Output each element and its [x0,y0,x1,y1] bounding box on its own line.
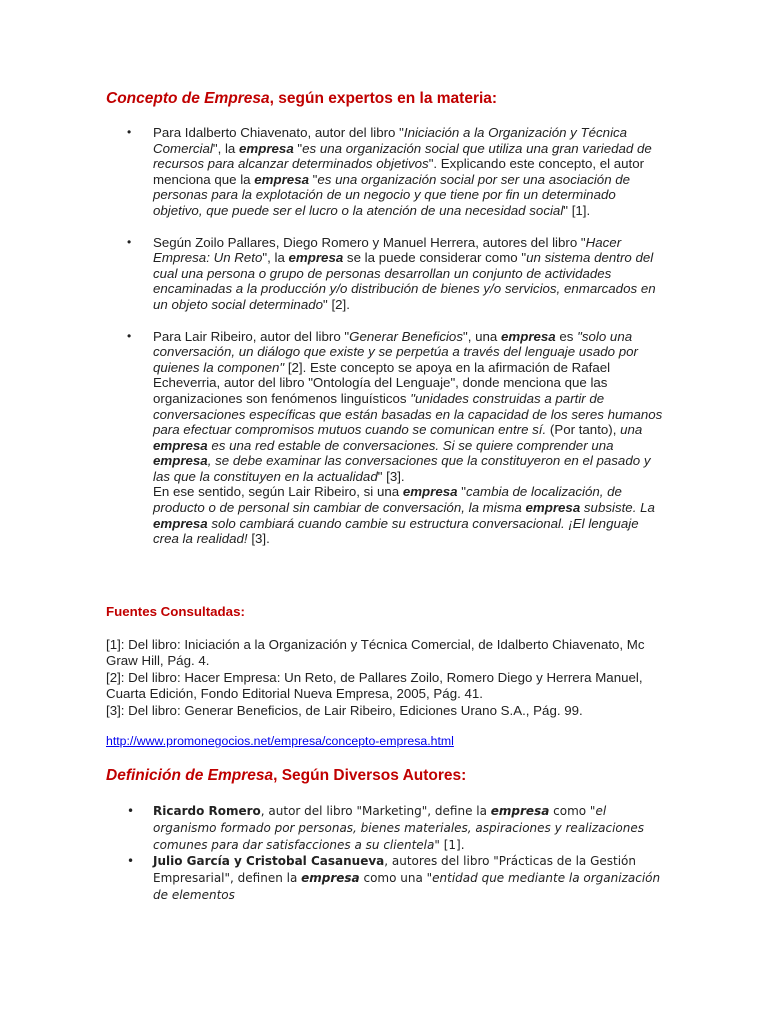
paragraph [153,853,663,903]
text-run: ", la [212,140,240,156]
italic-text: un sistema dentro del cual una persona o grupo de personas desarrollan un conjunto de actividades encaminadas a la producción y/o distribución de bienes y/o servicios, enmarcados en un objeto social determinado [153,250,656,312]
text-run: [3]. [247,531,270,547]
section-title-definicion [106,767,466,785]
text-run: " [293,140,303,156]
text-run: como " [549,804,596,818]
definicion-list [0,803,663,904]
italic-text: entidad que mediante la organización de elementos [153,871,661,902]
source-link[interactable]: http://www.promonegocios.net/empresa/concepto-empresa.html [106,734,454,748]
emphasis-term: empresa [301,871,360,886]
emphasis-term: empresa [525,500,581,516]
emphasis-term: empresa [500,328,556,344]
text-run: ". Explicando este concepto, el autor menciona que la [153,156,645,187]
text-run: " [2]. [323,296,350,312]
italic-text: Hacer Empresa: Un Reto [153,234,622,266]
italic-text: , se debe examinar las conversaciones que la constituyeron en el pasado y las que la constituyen en la actualidad [153,453,651,484]
italic-text: el organismo formado por personas, bienes materiales, aspiraciones y realizaciones comunes para dar satisfacciones a su clientela" [153,804,645,852]
paragraph [153,329,663,485]
emphasis-term: empresa [254,171,309,187]
text-run: , autor del libro "Marketing", define la [260,804,491,818]
text-run: (Por tanto), [546,422,621,438]
list-item [0,853,663,903]
concepto-list [0,125,663,547]
bold-text: Ricardo Romero [153,804,261,818]
text-run: Según Zoilo Pallares, Diego Romero y Manuel Herrera, autores del libro " [153,234,586,250]
list-item [0,125,663,219]
emphasis-term: empresa [288,250,344,266]
section-title-italic: Definición de Empresa [106,767,274,784]
fuente-line: [1]: Del libro: Iniciación a la Organización y Técnica Comercial, de Idalberto Chiavenato, Mc Graw Hill, Pág. 4. [106,637,645,669]
text-run: [2]. Este concepto se apoya en la afirmación de Rafael Echeverria, autor del libro "Ontología del Lenguaje", donde menciona que las organizaciones son fenómenos linguísticos [153,359,611,406]
bold-text: Julio García y Cristobal Casanueva [153,854,385,869]
fuentes-list [106,637,666,719]
italic-text: "solo una conversación, un diálogo que existe y se perpetúa a través del lenguaje usado por quienes la componen" [153,328,638,375]
paragraph [153,484,663,546]
emphasis-term: empresa [153,515,208,531]
list-item [0,329,663,547]
text-run: es [555,328,578,344]
text-run: " [457,484,466,500]
text-run: " [1]. [563,202,591,218]
text-run: " [3]. [377,468,405,484]
emphasis-term: empresa [153,453,208,469]
text-run: se la puede considerar como " [343,250,527,266]
italic-text: es una organización social por ser una asociación de personas para la explotación de un negocio y que tiene por fin un determinado objetivo, que puede ser el lucro o la atención de una necesidad social [153,171,631,218]
section-title-rest: , según expertos en la materia: [269,90,498,107]
paragraph [153,803,663,853]
emphasis-term: empresa [239,140,294,156]
emphasis-term: empresa [402,484,458,500]
italic-text: subsiste. La [580,500,655,516]
text-run: ", la [262,250,289,266]
text-run: como una " [359,871,433,886]
italic-text: es una organización social que utiliza una gran variedad de recursos para alcanzar determinados objetivos [153,140,652,172]
italic-text: Iniciación a la Organización y Técnica Comercial [153,125,628,156]
paragraph [153,235,663,313]
section-title-italic: Concepto de Empresa [106,90,270,107]
text-run: , autores del libro "Prácticas de la Gestión Empresarial", definen la [153,854,637,886]
text-run: Para Lair Ribeiro, autor del libro " [153,328,350,344]
fuente-line: [3]: Del libro: Generar Beneficios, de Lair Ribeiro, Ediciones Urano S.A., Pág. 99. [106,702,583,718]
italic-text: es una red estable de conversaciones. Si se quiere comprender una [207,437,614,453]
italic-text: Generar Beneficios [349,328,463,344]
fuente-line: [2]: Del libro: Hacer Empresa: Un Reto, de Pallares Zoilo, Romero Diego y Herrera Manuel, Cuarta Edición, Fondo Editorial Nueva Empresa, 2005, Pág. 41. [106,669,643,702]
emphasis-term: empresa [153,437,208,453]
text-run: [1]. [439,837,465,852]
italic-text: cambia de localización, de producto o de personal sin cambiar de conversación, la misma [153,484,622,516]
text-run: Para Idalberto Chiavenato, autor del libro " [153,125,404,140]
list-item [0,235,663,313]
emphasis-term: empresa [490,804,550,818]
section-title-concepto [106,90,497,108]
fuentes-title: Fuentes Consultadas: [106,604,245,619]
list-item [0,803,663,853]
text-run: " [308,171,318,187]
italic-text: "unidades construidas a partir de conversaciones específicas que están basadas en la capacidad de los seres humanos para efectuar compromisos mutuos cuando se comunican entre sí. [153,390,663,438]
section-title-rest: , Según Diversos Autores: [273,767,467,784]
text-run: En ese sentido, según Lair Ribeiro, si una [153,484,403,500]
text-run: ", una [462,328,501,344]
italic-text: solo cambiará cuando cambie su estructura conversacional. ¡El lenguaje crea la realidad! [153,515,639,547]
paragraph [153,125,663,219]
italic-text: una [620,422,643,438]
